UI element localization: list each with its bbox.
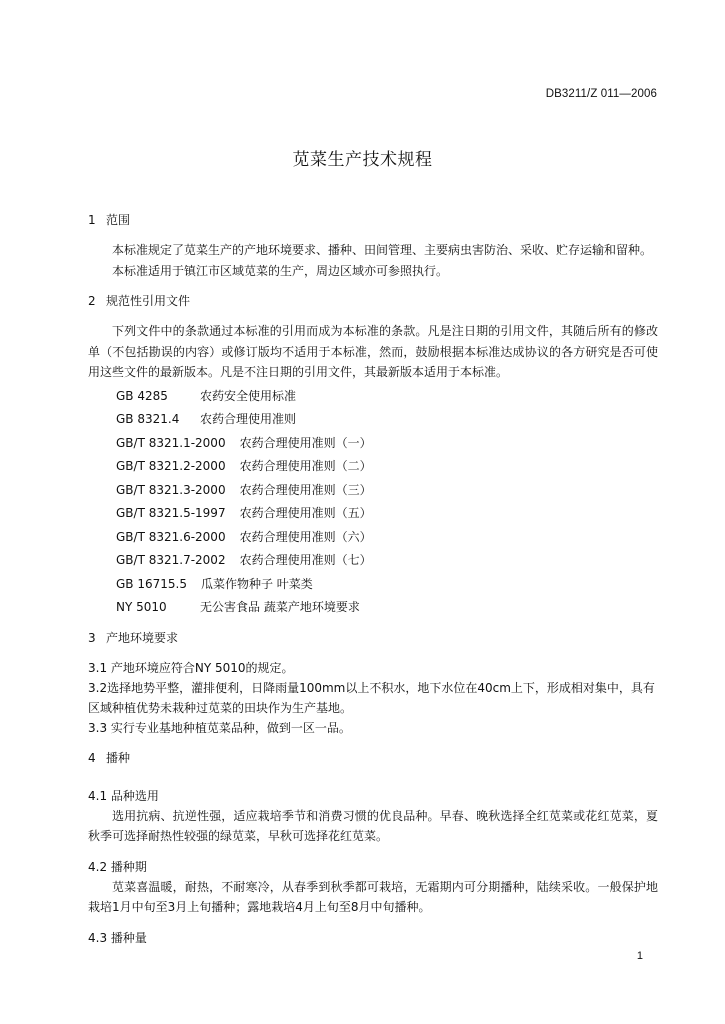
reference-code: GB/T 8321.2-2000 — [116, 459, 226, 473]
reference-code: GB/T 8321.7-2002 — [116, 553, 226, 567]
reference-code: GB/T 8321.6-2000 — [116, 529, 226, 544]
document-code: DB3211/Z 011—2006 — [545, 88, 657, 100]
reference-code: GB 4285 — [116, 388, 168, 403]
document-title: 苋菜生产技术规程 — [292, 150, 433, 170]
section-number: 2 — [88, 294, 96, 308]
reference-name: 农药合理使用准则（六） — [239, 529, 372, 544]
section-title: 范围 — [106, 213, 131, 227]
clause-4-2-title: 4.2 播种期 — [88, 859, 147, 874]
reference-name: 无公害食品 蔬菜产地环境要求 — [200, 600, 360, 614]
reference-name: 瓜菜作物种子 叶菜类 — [200, 576, 313, 591]
reference-code: GB/T 8321.1-2000 — [116, 435, 226, 450]
reference-name: 农药合理使用准则（三） — [239, 482, 372, 497]
reference-item — [88, 502, 658, 526]
reference-item — [88, 573, 658, 597]
reference-code: GB 8321.4 — [116, 412, 180, 426]
section-number: 4 — [88, 750, 96, 765]
reference-name: 农药安全使用标准 — [200, 388, 297, 403]
reference-code: GB/T 8321.3-2000 — [116, 482, 226, 497]
section-3-heading — [88, 628, 658, 648]
page-number: 1 — [636, 950, 643, 962]
reference-name: 农药合理使用准则（七） — [239, 553, 372, 567]
reference-item — [88, 455, 658, 479]
section-title: 播种 — [106, 750, 131, 765]
reference-item — [88, 549, 658, 573]
reference-item — [88, 526, 658, 550]
reference-item — [88, 596, 658, 620]
reference-code: GB/T 8321.5-1997 — [116, 506, 226, 520]
clause-3-2: 3.2选择地势平整，灌排便利，日降雨量100mm以上不积水，地下水位在40cm上下，形成相对集中，具有区域种植优势未栽种过苋菜的田块作为生产基地。 — [88, 680, 655, 715]
paragraph: 选用抗病、抗逆性强，适应栽培季节和消费习惯的优良品种。早春、晚秋选择全红苋菜或花红苋菜，夏秋季可选择耐热性较强的绿苋菜，早秋可选择花红苋菜。 — [88, 808, 658, 843]
reference-item — [88, 408, 658, 432]
reference-item — [88, 479, 658, 503]
section-number: 1 — [88, 213, 96, 227]
reference-item — [88, 432, 658, 456]
paragraph: 本标准规定了苋菜生产的产地环境要求、播种、田间管理、主要病虫害防治、采收、贮存运输和留种。 — [112, 243, 653, 257]
reference-name: 农药合理使用准则（五） — [239, 506, 372, 520]
clause-3-3: 3.3 实行专业基地种植苋菜品种，做到一区一品。 — [88, 720, 351, 735]
reference-name: 农药合理使用准则（二） — [239, 459, 372, 473]
clause-3-1: 3.1 产地环境应符合NY 5010的规定。 — [88, 660, 294, 675]
reference-name: 农药合理使用准则 — [200, 412, 297, 426]
reference-code: GB 16715.5 — [116, 576, 187, 591]
paragraph: 苋菜喜温暖，耐热，不耐寒冷，从春季到秋季都可栽培，无霜期内可分期播种，陆续采收。一般保护地栽培1月中旬至3月上旬播种；露地栽培4月上旬至8月中旬播种。 — [88, 879, 658, 914]
reference-code: NY 5010 — [116, 600, 167, 614]
clause-4-1-title: 4.1 品种选用 — [88, 788, 159, 803]
paragraph: 下列文件中的条款通过本标准的引用而成为本标准的条款。凡是注日期的引用文件，其随后所有的修改单（不包括勘误的内容）或修订版均不适用于本标准，然而，鼓励根据本标准达成协议的各方研究是否可使用这些文件的最新版本。凡是不注日期的引用文件，其最新版本适用于本标准。 — [88, 324, 658, 379]
section-number: 3 — [88, 630, 96, 645]
reference-name: 农药合理使用准则（一） — [239, 435, 372, 450]
reference-list — [88, 385, 658, 620]
section-1-heading — [88, 210, 658, 230]
reference-item — [88, 385, 658, 409]
section-title: 产地环境要求 — [106, 630, 179, 645]
section-2-heading — [88, 291, 658, 311]
paragraph: 本标准适用于镇江市区域苋菜的生产，周边区域亦可参照执行。 — [112, 263, 449, 278]
section-4-heading — [88, 748, 658, 768]
document-body — [88, 210, 658, 948]
section-title: 规范性引用文件 — [106, 294, 191, 308]
clause-4-3-title: 4.3 播种量 — [88, 930, 147, 945]
